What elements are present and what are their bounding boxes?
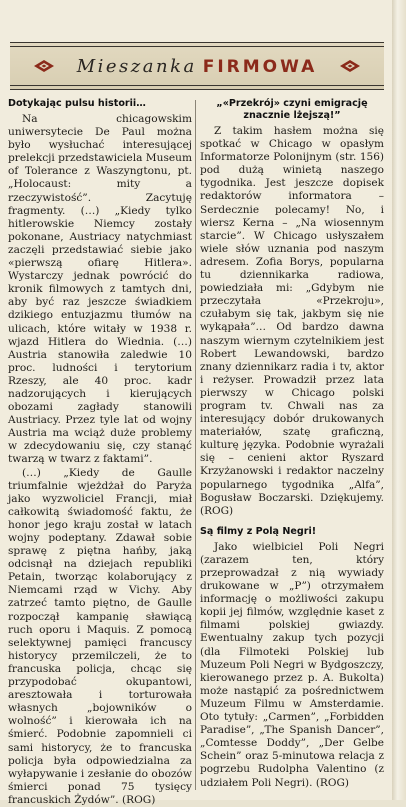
section-title xyxy=(77,56,318,77)
article-paragraph: Z takim hasłem można się spotkać w Chicago w opasłym Informatorze Polonijnym (str. 156) pod dużą winietą naszego tygodnika. Jest jeszcze dopisek redaktorów informatora – Serdecznie polecamy! No, i wiersz Kerna – „Na wiosennym starcie”. W Chicago usłyszałem wiele słów uznania pod naszym adresem. Zofia Borys, popularna tu dziennikarka radiowa, powiedziała mi: „Gdybym nie przeczytała «Przekroju», czułabym się tak, jakbym się nie wykąpała”… Od bardzo dawna naszym wiernym czytelnikiem jest Robert Lewandowski, bardzo znany dziennikarz radia i tv, aktor i reżyser. Prowadził przez lata pierwszy w Chicago polski program tv. Chwali nas za interesujący dobór drukowanych materiałów, szatę graficzną, kulturę języka. Podobnie wyrażali się – cenieni aktor Ryszard Krzyżanowski i redaktor naczelny popularnego tygodnika „Alfa”, Bogusław Boczarski. Dziękujemy. (ROG) xyxy=(200,125,384,517)
page-edge xyxy=(392,0,406,800)
article-przekroj xyxy=(200,98,384,518)
article-paragraph: Jako wielbiciel Poli Negri (zarazem ten, który przeprowadzał z nią wywiady drukowane w „P”) otrzymałem informację o możliwości zakupu kopii jej filmów, względnie kaset z filmami polskiej gwiazdy. Ewentualny zakup tych pozycji (dla Filmoteki Polskiej lub Muzeum Poli Negri w Bydgoszczy, kierowanego przez p. A. Bukolta) może nastąpić za pośrednictwem Muzeum Filmu w Amsterdamie. Oto tytuły: „Carmen”, „Forbidden Paradise”, „The Spanish Dancer”, „Comtesse Doddy”, „Der Gelbe Schein” oraz 5-minutowa relacja z pogrzebu Rudolpha Valentino (z udziałem Poli Negri). (ROG) xyxy=(200,540,384,789)
column-divider xyxy=(195,100,196,790)
header-rule-top xyxy=(10,46,384,47)
section-header xyxy=(10,42,384,90)
article-title: Dotykając pulsu historii… xyxy=(8,98,146,109)
ornament-diamond-icon xyxy=(34,60,54,72)
article-spacer xyxy=(200,518,384,526)
article-paragraph: Na chicagowskim uniwersytecie De Paul można było wysłuchać interesującej prelekcji przedstawiciela Museum of Tolerance z Waszyngtonu, pt. „Holocaust: mity a rzeczywistość”. Zacytuję fragmenty. (…) „Kiedy tylko hitlerowskie Niemcy zostały pokonane, Austriacy natychmiast zaczęli przedstawiać siebie jako «pierwszą ofiarę Hitlera». Wystarczy jednak powrócić do kronik filmowych z tamtych dni, aby być raz jeszcze świadkiem dzikiego entuzjazmu tłumów na ulicach, które witały w 1938 r. wjazd Hitlera do Wiednia. (…) Austria stanowiła zaledwie 10 proc. ludności i terytorium Rzeszy, ale 40 proc. kadr nadzorujących i kierujących obozami zagłady stanowili Austriacy. Przez tyle lat od wojny Austria ma wciąż duże problemy w zdecydowaniu się, czy stanąć twarzą w twarz z faktami”. xyxy=(8,113,193,466)
section-title-bold: FIRMOWA xyxy=(202,56,318,77)
header-rule-bottom xyxy=(10,85,384,86)
section-title-script: Mieszanka xyxy=(76,55,197,77)
right-column xyxy=(200,98,384,790)
article-paragraph: (…) „Kiedy de Gaulle triumfalnie wjeżdżał do Paryża jako wyzwoliciel Francji, miał całkowitą świadomość faktu, że honor jego kraju został w latach wojny podeptany. Zdawał sobie sprawę z piętna hańby, jaką odcisnął na dziejach republiki Petain, tworząc kolaborujący z Niemcami rząd w Vichy. Aby zatrzeć tamto piętno, de Gaulle rozpoczął kampanię sławiącą ruch oporu i Maquis. Z pomocą selektywnej pamięci francuscy historycy przemilczeli, że to francuska policja, chcąc się przypodobać okupantowi, aresztowała i torturowała własnych „bojowników o wolność” i kierowała ich na śmierć. Podobnie zapomnieli ci sami historycy, że to francuska policja była odpowiedzialna za wyłapywanie i zesłanie do obozów śmierci ponad 75 tysięcy francuskich Żydów”. (ROG) xyxy=(8,466,192,806)
article-pola-negri xyxy=(200,526,384,790)
article-title: „«Przekrój» czyni emigrację znacznie lżejszą!” xyxy=(216,98,368,121)
ornament-diamond-icon xyxy=(340,60,360,72)
article-history xyxy=(8,98,192,807)
article-title: Są filmy z Polą Negri! xyxy=(200,525,317,537)
